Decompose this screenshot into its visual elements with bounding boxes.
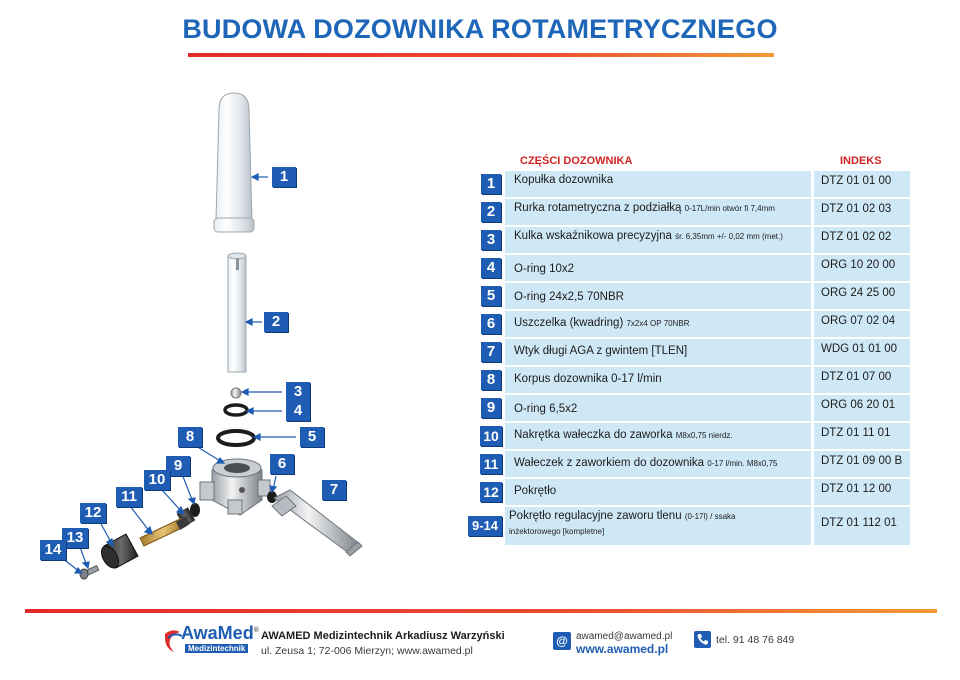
row-number: 12 <box>480 482 502 502</box>
part-index: DTZ 01 02 03 <box>814 199 910 225</box>
part-index: DTZ 01 09 00 B <box>814 451 910 477</box>
row-number: 8 <box>481 370 501 390</box>
part-note: śr. 6,35mm +/- 0,02 mm (met.) <box>675 232 783 241</box>
part-name: O-ring 24x2,5 70NBR <box>514 291 624 303</box>
table-row <box>468 311 910 337</box>
part-name-cell <box>505 507 811 545</box>
company-name: AWAMED Medizintechnik Arkadiusz Warzyński <box>261 630 505 642</box>
callout-3: 3 <box>286 382 310 402</box>
part-dome <box>214 93 254 232</box>
table-row <box>468 339 910 365</box>
callout-7: 7 <box>322 480 346 500</box>
part-note-2: inżektorowego [kompletne] <box>509 527 605 536</box>
part-ball <box>231 388 241 398</box>
callout-9: 9 <box>166 456 190 476</box>
callout-8: 8 <box>178 427 202 447</box>
row-number: 10 <box>480 426 502 446</box>
part-index: DTZ 01 112 01 <box>814 507 910 545</box>
part-index: DTZ 01 07 00 <box>814 367 910 393</box>
part-name: Kopułka dozownika <box>514 174 614 186</box>
part-name-cell <box>505 311 811 337</box>
part-name: Uszczelka (kwadring) <box>514 317 624 329</box>
part-name: Pokrętło regulacyjne zaworu tlenu <box>509 510 682 522</box>
part-name: O-ring 10x2 <box>514 263 575 275</box>
part-body <box>200 459 270 515</box>
diagram-drawing <box>0 60 460 600</box>
part-note: M8x0,75 nierdz. <box>675 431 733 440</box>
exploded-diagram <box>0 60 460 600</box>
part-tube <box>228 253 246 372</box>
part-index: ORG 07 02 04 <box>814 311 910 337</box>
part-index: ORG 06 20 01 <box>814 395 910 421</box>
part-knob <box>98 534 138 571</box>
table-header-parts: CZĘŚCI DOZOWNIKA <box>520 155 633 167</box>
part-note: 0-17 l/min. M8x0,75 <box>707 459 778 468</box>
part-name-cell <box>505 451 811 477</box>
phone-icon <box>694 631 711 648</box>
email-icon: @ <box>553 632 571 650</box>
table-row <box>468 367 910 393</box>
email-text[interactable]: awamed@awamed.pl <box>576 631 673 642</box>
part-name: Rurka rotametryczna z podziałką <box>514 202 682 214</box>
website-link[interactable]: www.awamed.pl <box>576 642 669 656</box>
row-number: 6 <box>481 314 501 334</box>
part-name-cell <box>505 283 811 309</box>
callout-10: 10 <box>144 470 170 490</box>
table-row <box>468 395 910 421</box>
logo-text: AwaMed® <box>181 623 259 643</box>
company-address: ul. Zeusa 1; 72-006 Mierzyn; www.awamed.pl <box>261 645 473 657</box>
callout-12: 12 <box>80 503 106 523</box>
table-row <box>468 255 910 281</box>
part-index: DTZ 01 02 02 <box>814 227 910 253</box>
table-row <box>468 283 910 309</box>
part-index: WDG 01 01 00 <box>814 339 910 365</box>
part-index: DTZ 01 12 00 <box>814 479 910 505</box>
part-index: DTZ 01 11 01 <box>814 423 910 449</box>
part-name-cell <box>505 423 811 449</box>
row-number: 1 <box>481 174 501 194</box>
table-row <box>468 479 910 505</box>
table-row <box>468 507 910 545</box>
table-header-index: INDEKS <box>840 155 882 167</box>
part-name-cell <box>505 367 811 393</box>
callout-1: 1 <box>272 167 296 187</box>
table-row <box>468 199 910 225</box>
callout-14: 14 <box>40 540 66 560</box>
part-washer <box>80 569 88 579</box>
row-number: 9 <box>481 398 501 418</box>
top-divider <box>188 53 774 57</box>
part-note: 7x2x4 OP 70NBR <box>626 319 690 328</box>
part-name-cell <box>505 479 811 505</box>
table-row <box>468 423 910 449</box>
part-name: Pokrętło <box>514 485 557 497</box>
part-index: ORG 10 20 00 <box>814 255 910 281</box>
part-name: Korpus dozownika 0-17 l/min <box>514 373 662 385</box>
logo-subtitle: Medizintechnik <box>185 644 248 653</box>
part-index: DTZ 01 01 00 <box>814 171 910 197</box>
bottom-divider <box>25 609 937 613</box>
part-index: ORG 24 25 00 <box>814 283 910 309</box>
callout-13: 13 <box>62 528 88 548</box>
part-name-cell <box>505 339 811 365</box>
callout-6: 6 <box>270 454 294 474</box>
part-oring-small <box>225 405 247 415</box>
row-number: 9-14 <box>468 516 502 536</box>
part-name-cell <box>505 199 811 225</box>
part-name-cell <box>505 395 811 421</box>
callout-11: 11 <box>116 487 142 507</box>
part-oring-large <box>218 431 254 445</box>
row-number: 3 <box>481 230 501 250</box>
table-row <box>468 451 910 477</box>
part-name: Wtyk długi AGA z gwintem [TLEN] <box>514 345 688 357</box>
phone-number: tel. 91 48 76 849 <box>716 634 795 646</box>
row-number: 2 <box>481 202 501 222</box>
callout-2: 2 <box>264 312 288 332</box>
part-name: Nakrętka wałeczka do zaworka <box>514 429 673 441</box>
page-title: BUDOWA DOZOWNIKA ROTAMETRYCZNEGO <box>182 14 778 44</box>
part-name-cell <box>505 255 811 281</box>
row-number: 7 <box>481 342 501 362</box>
callout-5: 5 <box>300 427 324 447</box>
part-name: Kulka wskaźnikowa precyzyjna <box>514 230 672 242</box>
row-number: 5 <box>481 286 501 306</box>
row-number: 4 <box>481 258 501 278</box>
part-name-cell <box>505 227 811 253</box>
part-note: 0-17L/min otwór fi 7,4mm <box>684 204 775 213</box>
part-name: O-ring 6,5x2 <box>514 403 578 415</box>
part-note: (0-17l) / ssaka <box>684 512 736 521</box>
part-name-cell <box>505 171 811 197</box>
table-row <box>468 227 910 253</box>
row-number: 11 <box>480 454 502 474</box>
part-name: Wałeczek z zaworkiem do dozownika <box>514 457 705 469</box>
callout-4: 4 <box>286 401 310 421</box>
part-plug <box>272 490 362 556</box>
table-row <box>468 171 910 197</box>
